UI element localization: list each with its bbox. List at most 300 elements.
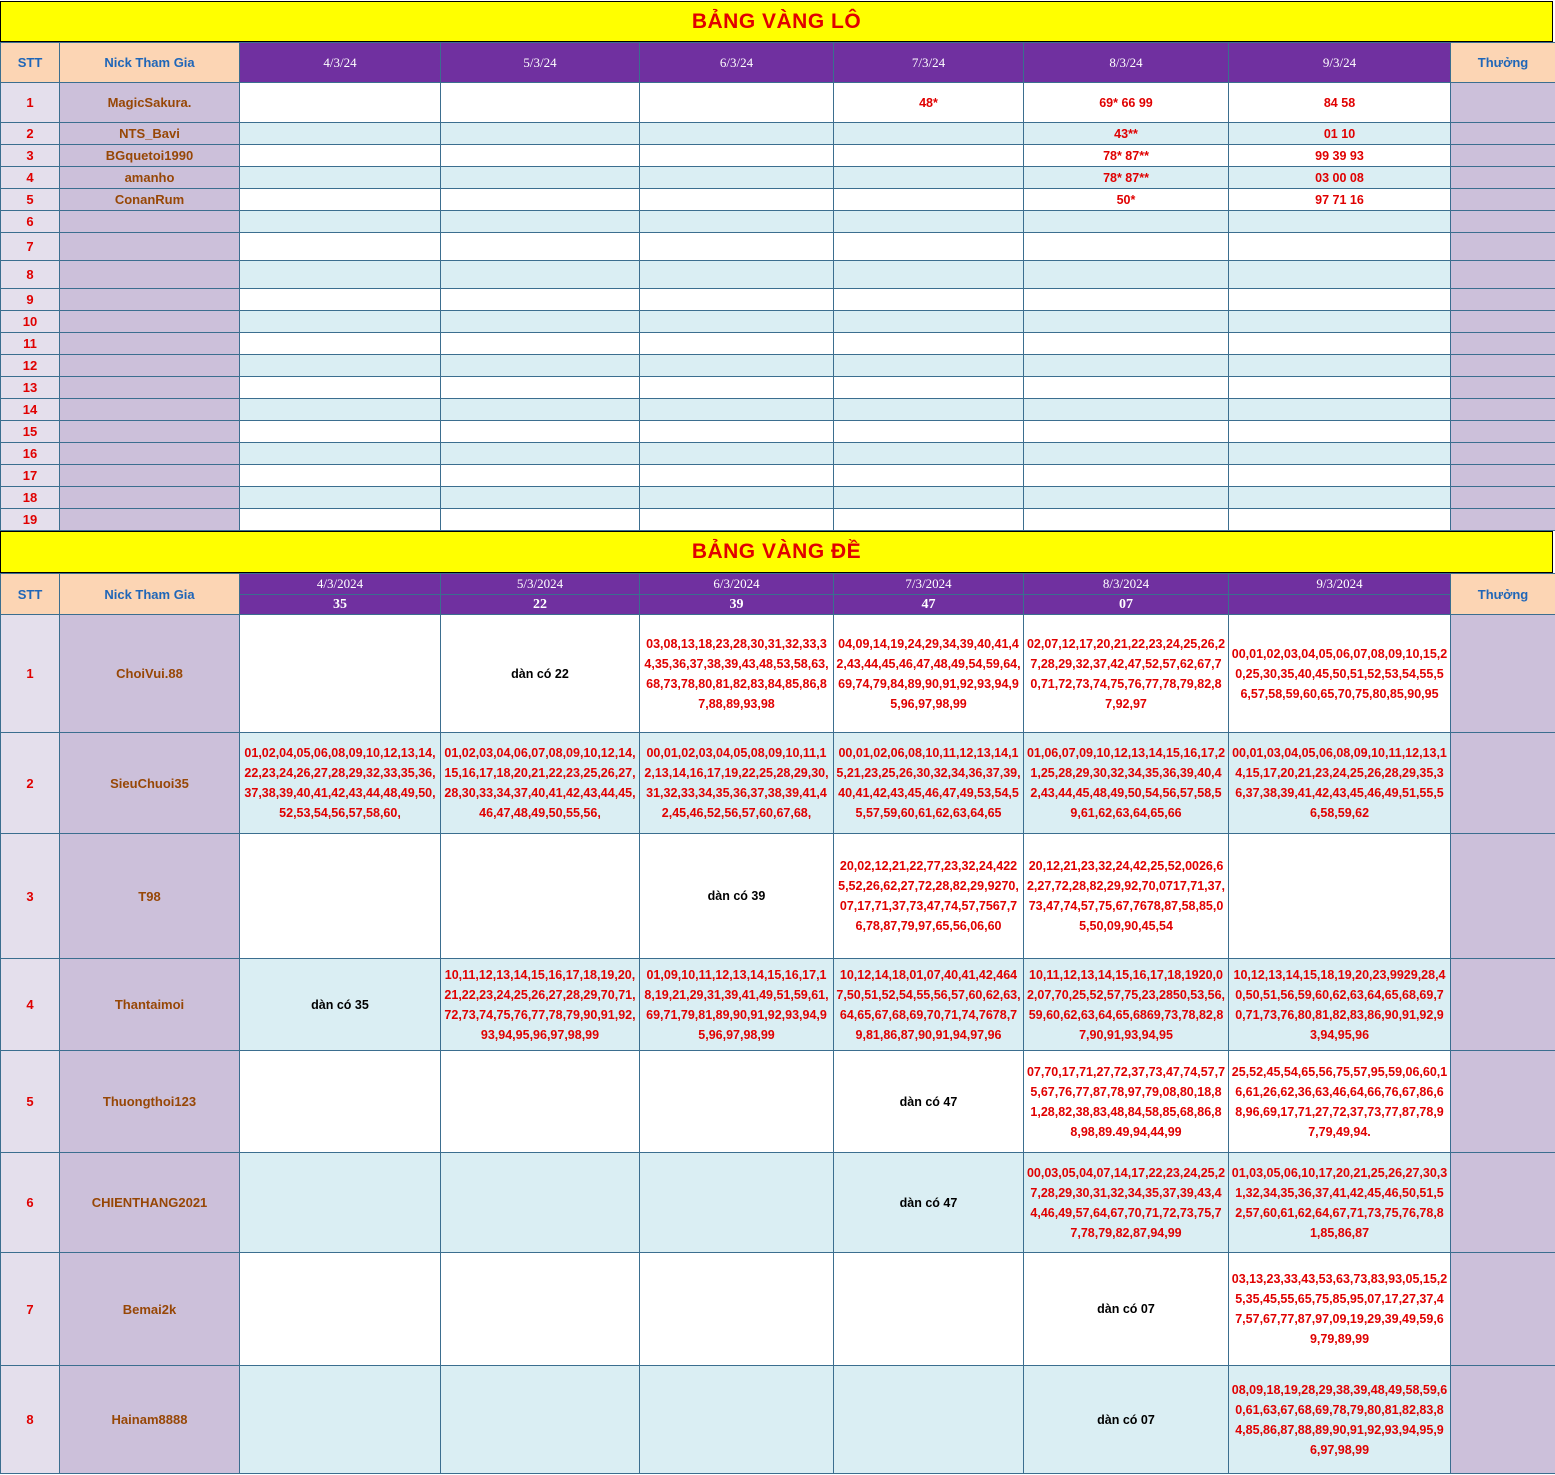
de-entry-cell [834, 733, 1024, 834]
de-entry-cell [1024, 1153, 1229, 1253]
lo-entry-cell [441, 145, 640, 167]
lo-entry-cell [1024, 289, 1229, 311]
row-nick [60, 355, 240, 377]
lo-entry-cell [640, 261, 834, 289]
de-entry-cell [441, 1253, 640, 1366]
de-entry-cell [1229, 615, 1451, 733]
lo-entry-cell [441, 123, 640, 145]
row-thuong [1451, 355, 1555, 377]
date-header: 4/3/2024 [240, 574, 441, 595]
lo-entry-cell [240, 289, 441, 311]
de-entry-cell [640, 615, 834, 733]
de-entry-cell [1229, 1253, 1451, 1366]
thuong-header: Thưởng [1451, 574, 1555, 615]
row-stt: 8 [1, 261, 60, 289]
row-thuong [1451, 233, 1555, 261]
lo-entry-cell [834, 399, 1024, 421]
lo-entry-cell [240, 123, 441, 145]
result-header: 39 [640, 595, 834, 615]
row-nick [60, 443, 240, 465]
de-entry-cell [240, 834, 441, 959]
row-nick [60, 421, 240, 443]
table-row [1, 1153, 1555, 1253]
date-header: 6/3/2024 [640, 574, 834, 595]
nick-header: Nick Tham Gia [60, 574, 240, 615]
lo-entry-cell [1229, 443, 1451, 465]
row-thuong [1451, 1253, 1555, 1366]
stt-header: STT [1, 43, 60, 83]
row-stt: 13 [1, 377, 60, 399]
lo-entry-cell [1229, 211, 1451, 233]
table-row [1, 443, 1555, 465]
lo-entry-cell: 03 00 08 [1229, 167, 1451, 189]
table-row [1, 487, 1555, 509]
lo-entry-cell [441, 465, 640, 487]
row-stt: 19 [1, 509, 60, 531]
lo-entry-cell [441, 355, 640, 377]
table-row [1, 509, 1555, 531]
lo-entry-cell [834, 261, 1024, 289]
row-stt: 11 [1, 333, 60, 355]
de-entry-text: dàn có 07 [1097, 1412, 1155, 1427]
lo-entry-cell [441, 487, 640, 509]
de-title: BẢNG VÀNG ĐỀ [691, 540, 862, 563]
date-header: 7/3/24 [834, 43, 1024, 83]
row-nick: ChoiVui.88 [60, 615, 240, 733]
lo-entry-cell [834, 311, 1024, 333]
row-thuong [1451, 733, 1555, 834]
lo-entry-cell [240, 399, 441, 421]
de-entry-cell [834, 959, 1024, 1051]
de-entry-cell [240, 1051, 441, 1153]
result-header: 22 [441, 595, 640, 615]
lo-entry-cell [640, 443, 834, 465]
row-nick: amanho [60, 167, 240, 189]
lo-entry-cell [1024, 487, 1229, 509]
de-entry-cell [640, 834, 834, 959]
lo-entry-cell [640, 311, 834, 333]
row-nick: ConanRum [60, 189, 240, 211]
de-entry-text: dàn có 35 [311, 997, 369, 1012]
lo-entry-cell [441, 509, 640, 531]
de-entry-cell [441, 733, 640, 834]
table-row [1, 733, 1555, 834]
de-entry-text: dàn có 22 [511, 666, 569, 681]
de-entry-text: 00,01,03,04,05,06,08,09,10,11,12,13,14,15,17,20,21,23,24,25,26,28,29,35,36,37,38,39,41,42,43,45,46,49,51,55,56,58,59,62 [1232, 746, 1447, 820]
lo-entry-cell [1229, 311, 1451, 333]
row-stt: 9 [1, 289, 60, 311]
lo-entry-cell [640, 289, 834, 311]
lo-entry-cell [640, 487, 834, 509]
de-entry-text: dàn có 47 [899, 1094, 958, 1109]
row-stt: 6 [1, 1153, 60, 1253]
table-row [1, 1051, 1555, 1153]
row-stt: 5 [1, 1051, 60, 1153]
lo-entry-cell: 99 39 93 [1229, 145, 1451, 167]
lo-entry-cell [441, 233, 640, 261]
table-row [1, 615, 1555, 733]
lo-entry-cell [441, 189, 640, 211]
row-nick [60, 333, 240, 355]
de-entry-cell [640, 733, 834, 834]
lo-entry-cell [834, 487, 1024, 509]
lo-entry-cell [1024, 311, 1229, 333]
lo-entry-cell [240, 233, 441, 261]
result-header: 35 [240, 595, 441, 615]
row-stt: 4 [1, 167, 60, 189]
lo-entry-cell [1024, 261, 1229, 289]
de-entry-cell [441, 1366, 640, 1474]
row-thuong [1451, 123, 1555, 145]
de-entry-cell [640, 959, 834, 1051]
row-nick [60, 377, 240, 399]
table-row [1, 289, 1555, 311]
row-nick: SieuChuoi35 [60, 733, 240, 834]
lo-entry-cell [640, 123, 834, 145]
de-entry-cell [834, 1253, 1024, 1366]
row-stt: 10 [1, 311, 60, 333]
de-entry-cell [834, 834, 1024, 959]
row-thuong [1451, 1366, 1555, 1474]
row-thuong [1451, 487, 1555, 509]
lo-entry-cell [1024, 443, 1229, 465]
lo-entry-cell [441, 377, 640, 399]
lo-entry-cell [834, 211, 1024, 233]
lo-entry-cell [1229, 333, 1451, 355]
lo-entry-cell [640, 189, 834, 211]
row-nick: Thantaimoi [60, 959, 240, 1051]
date-header: 8/3/24 [1024, 43, 1229, 83]
de-entry-text: 04,09,14,19,24,29,34,39,40,41,42,43,44,45,46,47,48,49,54,59,64,69,74,79,84,89,90,91,92,93,94,95,96,97,98,99 [836, 636, 1021, 711]
de-entry-cell [640, 1153, 834, 1253]
lo-entry-cell [834, 465, 1024, 487]
lo-entry-cell [834, 189, 1024, 211]
row-stt: 6 [1, 211, 60, 233]
table-row [1, 355, 1555, 377]
row-stt: 17 [1, 465, 60, 487]
de-entry-cell [834, 615, 1024, 733]
date-header: 7/3/2024 [834, 574, 1024, 595]
table-row [1, 167, 1555, 189]
de-entry-cell [640, 1366, 834, 1474]
date-header: 5/3/24 [441, 43, 640, 83]
row-thuong [1451, 509, 1555, 531]
row-thuong [1451, 211, 1555, 233]
lo-entry-cell [640, 509, 834, 531]
de-entry-text: 01,03,05,06,10,17,20,21,25,26,27,30,31,32,34,35,36,37,41,42,45,46,50,51,52,57,60,61,62,64,67,71,73,75,76,78,81,85,86,87 [1231, 1165, 1448, 1240]
row-nick: Hainam8888 [60, 1366, 240, 1474]
result-header: 07 [1024, 595, 1229, 615]
de-table [0, 573, 1555, 1474]
row-stt: 12 [1, 355, 60, 377]
date-header: 6/3/24 [640, 43, 834, 83]
result-header: 47 [834, 595, 1024, 615]
lo-entry-cell [240, 465, 441, 487]
de-entry-cell [441, 1051, 640, 1153]
table-row [1, 189, 1555, 211]
de-entry-cell [834, 1366, 1024, 1474]
lo-entry-cell [1024, 211, 1229, 233]
row-thuong [1451, 1153, 1555, 1253]
lo-entry-cell [1024, 233, 1229, 261]
lo-entry-cell [1229, 289, 1451, 311]
table-row [1, 399, 1555, 421]
row-stt: 5 [1, 189, 60, 211]
table-row [1, 233, 1555, 261]
lo-entry-cell [1229, 377, 1451, 399]
de-entry-text: 08,09,18,19,28,29,38,39,48,49,58,59,60,61,63,67,68,69,78,79,80,81,82,83,84,85,86,87,88,89,90,91,92,93,94,95,96,97,98,99 [1231, 1382, 1448, 1457]
lo-entry-cell [240, 421, 441, 443]
lo-entry-cell [640, 333, 834, 355]
row-nick: NTS_Bavi [60, 123, 240, 145]
row-nick: BGquetoi1990 [60, 145, 240, 167]
de-entry-text: 03,13,23,33,43,53,63,73,83,93,05,15,25,35,45,55,65,75,85,95,07,17,27,37,47,57,67,77,87,97,09,19,29,39,49,59,69,79,89,99 [1231, 1272, 1448, 1346]
lo-entry-cell [441, 261, 640, 289]
lo-entry-cell [1024, 509, 1229, 531]
lo-entry-cell [240, 487, 441, 509]
row-thuong [1451, 333, 1555, 355]
row-thuong [1451, 834, 1555, 959]
row-nick: Bemai2k [60, 1253, 240, 1366]
de-entry-cell [1229, 733, 1451, 834]
lo-entry-cell: 01 10 [1229, 123, 1451, 145]
lo-entry-cell [441, 333, 640, 355]
lo-entry-cell [834, 509, 1024, 531]
de-entry-text: dàn có 47 [899, 1195, 958, 1210]
table-row [1, 959, 1555, 1051]
lo-entry-cell: 84 58 [1229, 83, 1451, 123]
table-row [1, 834, 1555, 959]
de-entry-text: dàn có 07 [1097, 1302, 1155, 1316]
de-entry-text: 25,52,45,54,65,56,75,57,95,59,06,60,16,61,26,62,36,63,46,64,66,76,67,86,68,96,69,17,71,27,72,37,73,77,87,78,97,79,49,94. [1231, 1064, 1448, 1139]
lo-entry-cell [441, 289, 640, 311]
row-stt: 3 [1, 834, 60, 959]
lo-entry-cell [640, 83, 834, 123]
table-row [1, 83, 1555, 123]
de-entry-cell [1229, 1153, 1451, 1253]
lo-entry-cell [640, 233, 834, 261]
lo-entry-cell [1024, 465, 1229, 487]
lo-entry-cell [441, 421, 640, 443]
de-entry-text: 03,08,13,18,23,28,30,31,32,33,34,35,36,37,38,39,43,48,53,58,63,68,73,78,80,81,82,83,84,85,86,87,88,89,93,98 [644, 636, 829, 711]
table-row [1, 311, 1555, 333]
row-stt: 1 [1, 83, 60, 123]
lo-entry-cell [240, 509, 441, 531]
lo-entry-cell [441, 399, 640, 421]
row-stt: 7 [1, 233, 60, 261]
de-entry-text: 01,02,03,04,06,07,08,09,10,12,14,15,16,17,18,20,21,22,23,25,26,27,28,30,33,34,37,40,41,42,43,44,45,46,47,48,49,50,55,56, [444, 746, 636, 820]
row-stt: 14 [1, 399, 60, 421]
row-stt: 2 [1, 733, 60, 834]
de-entry-cell [441, 959, 640, 1051]
de-entry-cell [1024, 1366, 1229, 1474]
lo-entry-cell [240, 261, 441, 289]
row-nick [60, 487, 240, 509]
date-header: 4/3/24 [240, 43, 441, 83]
de-entry-text: 10,12,14,18,01,07,40,41,42,4647,50,51,52,54,55,56,57,60,62,63,64,65,67,68,69,70,71,74,7678,79,81,86,87,90,91,94,97,96 [836, 967, 1021, 1042]
de-entry-text: 07,70,17,71,27,72,37,73,47,74,57,75,67,76,77,87,78,97,79,08,80,18,81,28,82,38,83,48,84,58,85,68,86,88,98,89.49,94,44,99 [1026, 1064, 1226, 1139]
lo-entry-cell [640, 355, 834, 377]
de-entry-cell [834, 1051, 1024, 1153]
lo-entry-cell: 43** [1024, 123, 1229, 145]
de-entry-text: 01,02,04,05,06,08,09,10,12,13,14,22,23,24,26,27,28,29,32,33,35,36,37,38,39,40,41,42,43,44,48,49,50,52,53,54,56,57,58,60, [244, 746, 436, 820]
row-thuong [1451, 289, 1555, 311]
lo-entry-cell [441, 83, 640, 123]
row-nick [60, 261, 240, 289]
lo-entry-cell [640, 145, 834, 167]
lo-entry-cell [834, 289, 1024, 311]
de-entry-text: 01,06,07,09,10,12,13,14,15,16,17,21,25,28,29,30,32,34,35,36,39,40,42,43,44,45,48,49,50,54,56,57,58,59,61,62,63,64,65,66 [1026, 746, 1226, 820]
lo-title-banner [0, 1, 1553, 42]
de-entry-cell [640, 1253, 834, 1366]
lo-entry-cell [240, 333, 441, 355]
row-nick [60, 233, 240, 261]
row-thuong [1451, 311, 1555, 333]
de-header-row [1, 574, 1555, 595]
lo-entry-cell [834, 167, 1024, 189]
lo-entry-cell [1024, 333, 1229, 355]
lo-entry-cell [240, 83, 441, 123]
lo-entry-cell: 78* 87** [1024, 145, 1229, 167]
lo-entry-cell: 50* [1024, 189, 1229, 211]
lo-entry-cell [1024, 421, 1229, 443]
lo-header-row [1, 43, 1555, 83]
lo-entry-cell [834, 421, 1024, 443]
date-header: 5/3/2024 [441, 574, 640, 595]
row-stt: 3 [1, 145, 60, 167]
row-nick [60, 509, 240, 531]
row-thuong [1451, 1051, 1555, 1153]
lo-entry-cell [441, 211, 640, 233]
lo-entry-cell [640, 167, 834, 189]
de-entry-text: 20,12,21,23,32,24,42,25,52,0026,62,27,72,28,82,29,92,70,0717,71,37,73,47,74,57,75,67,7678,87,58,85,05,50,09,90,45,54 [1026, 859, 1226, 933]
de-entry-cell [1229, 959, 1451, 1051]
de-entry-cell [240, 733, 441, 834]
row-thuong [1451, 959, 1555, 1051]
table-row [1, 123, 1555, 145]
de-entry-cell [1024, 615, 1229, 733]
lo-entry-cell: 69* 66 99 [1024, 83, 1229, 123]
de-entry-text: 01,09,10,11,12,13,14,15,16,17,18,19,21,29,31,39,41,49,51,59,61,69,71,79,81,89,90,91,92,93,94,95,96,97,98,99 [644, 967, 829, 1042]
table-row [1, 465, 1555, 487]
row-nick [60, 311, 240, 333]
de-entry-cell [640, 1051, 834, 1153]
lo-entry-cell [834, 123, 1024, 145]
lo-entry-cell [240, 377, 441, 399]
lo-table [0, 42, 1555, 531]
de-entry-text: dàn có 39 [707, 889, 766, 903]
de-entry-cell [441, 615, 640, 733]
row-nick [60, 399, 240, 421]
de-entry-text: 10,11,12,13,14,15,16,17,18,19,20,21,22,23,24,25,26,27,28,29,70,71,72,73,74,75,76,77,78,79,90,91,92,93,94,95,96,97,98,99 [444, 967, 636, 1042]
de-entry-cell [834, 1153, 1024, 1253]
row-stt: 15 [1, 421, 60, 443]
lo-entry-cell [441, 167, 640, 189]
lo-entry-cell [834, 233, 1024, 261]
de-entry-cell [240, 1366, 441, 1474]
thuong-header: Thưởng [1451, 43, 1555, 83]
stt-header: STT [1, 574, 60, 615]
row-thuong [1451, 465, 1555, 487]
lo-entry-cell [1229, 487, 1451, 509]
row-thuong [1451, 399, 1555, 421]
row-nick: MagicSakura. [60, 83, 240, 123]
de-entry-text: 02,07,12,17,20,21,22,23,24,25,26,27,28,29,32,37,42,47,52,57,62,67,70,71,72,73,74,75,76,77,78,79,82,87,92,97 [1026, 636, 1226, 711]
lo-entry-cell [240, 355, 441, 377]
table-row [1, 1366, 1555, 1474]
lo-entry-cell [834, 443, 1024, 465]
lo-entry-cell [1229, 465, 1451, 487]
lo-entry-cell [240, 311, 441, 333]
lo-entry-cell [240, 189, 441, 211]
lo-entry-cell [640, 399, 834, 421]
de-entry-cell [1024, 834, 1229, 959]
lo-entry-cell [1229, 233, 1451, 261]
de-title-banner [0, 531, 1553, 573]
lo-entry-cell [640, 465, 834, 487]
lo-entry-cell [834, 333, 1024, 355]
table-row [1, 145, 1555, 167]
lo-entry-cell: 97 71 16 [1229, 189, 1451, 211]
lo-entry-cell: 78* 87** [1024, 167, 1229, 189]
row-nick: T98 [60, 834, 240, 959]
lo-entry-cell [834, 377, 1024, 399]
lo-entry-cell [1024, 377, 1229, 399]
de-entry-cell [1229, 834, 1451, 959]
de-entry-cell [1229, 1051, 1451, 1153]
de-entry-text: 00,01,02,03,04,05,08,09,10,11,12,13,14,16,17,19,22,25,28,29,30,31,32,33,34,35,36,37,38,39,41,42,45,46,52,56,57,60,67,68, [644, 746, 829, 820]
de-entry-cell [1024, 733, 1229, 834]
lo-entry-cell [441, 311, 640, 333]
row-thuong [1451, 83, 1555, 123]
row-nick [60, 289, 240, 311]
table-row [1, 333, 1555, 355]
table-row [1, 421, 1555, 443]
row-thuong [1451, 145, 1555, 167]
lo-entry-cell [640, 421, 834, 443]
row-nick: Thuongthoi123 [60, 1051, 240, 1153]
de-entry-text: 20,02,12,21,22,77,23,32,24,4225,52,26,62,27,72,28,82,29,9270,07,17,71,37,73,47,74,57,7567,76,78,87,79,97,65,56,06,60 [838, 859, 1019, 933]
lo-entry-cell [834, 145, 1024, 167]
date-header: 9/3/2024 [1229, 574, 1451, 595]
de-entry-text: 00,01,02,06,08,10,11,12,13,14,15,21,23,25,26,30,32,34,36,37,39,40,41,42,43,45,46,47,49,53,54,55,57,59,60,61,62,63,64,65 [836, 746, 1021, 820]
row-nick: CHIENTHANG2021 [60, 1153, 240, 1253]
row-thuong [1451, 443, 1555, 465]
row-thuong [1451, 167, 1555, 189]
row-stt: 2 [1, 123, 60, 145]
row-stt: 4 [1, 959, 60, 1051]
row-thuong [1451, 189, 1555, 211]
lo-entry-cell [240, 145, 441, 167]
date-header: 8/3/2024 [1024, 574, 1229, 595]
row-nick [60, 211, 240, 233]
row-nick [60, 465, 240, 487]
date-header: 9/3/24 [1229, 43, 1451, 83]
lo-entry-cell: 48* [834, 83, 1024, 123]
row-thuong [1451, 421, 1555, 443]
de-entry-text: 10,12,13,14,15,18,19,20,23,9929,28,40,50,51,56,59,60,62,63,64,65,68,69,70,71,73,76,80,81,82,83,86,90,91,92,93,94,95,96 [1233, 967, 1446, 1042]
table-row [1, 211, 1555, 233]
row-stt: 16 [1, 443, 60, 465]
lo-entry-cell [640, 211, 834, 233]
de-entry-cell [441, 1153, 640, 1253]
lo-entry-cell [1229, 421, 1451, 443]
lo-entry-cell [640, 377, 834, 399]
row-stt: 1 [1, 615, 60, 733]
lo-entry-cell [240, 443, 441, 465]
lo-entry-cell [441, 443, 640, 465]
nick-header: Nick Tham Gia [60, 43, 240, 83]
